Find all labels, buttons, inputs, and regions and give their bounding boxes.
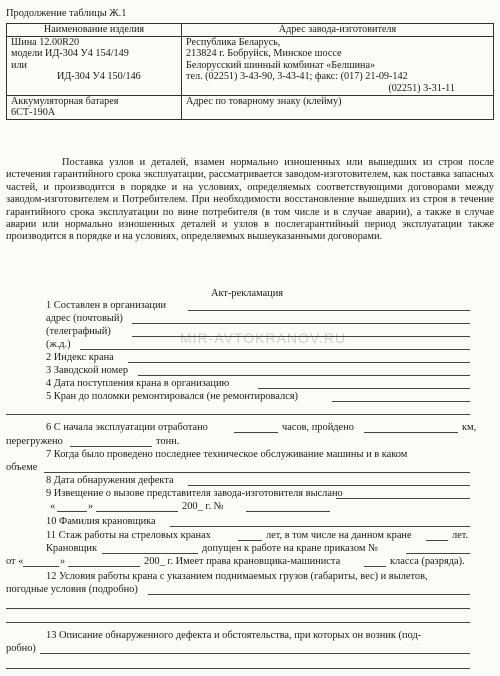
field-11-rights-label: 200_ г. Имеет права крановщика-машиниста — [144, 556, 341, 567]
field-5-line-2[interactable] — [6, 414, 470, 415]
address-line-2: 213824 г. Бобруйск, Минское шоссе — [186, 48, 342, 60]
field-1b-line[interactable] — [132, 336, 470, 337]
field-6-km-line[interactable] — [364, 432, 458, 433]
field-9-line[interactable] — [336, 498, 470, 499]
field-7-label: 7 Когда было проведено последнее техническое обслуживание машины и в каком — [46, 449, 408, 460]
watermark: MIR-AVTOKRANOV.RU — [180, 330, 347, 346]
field-11-years-line[interactable] — [238, 540, 262, 541]
field-11-date-open: от « — [6, 556, 24, 567]
field-9-number-line[interactable] — [246, 511, 330, 512]
tire-cell — [7, 36, 182, 95]
field-9-quote-open: « — [50, 501, 56, 512]
field-7-line[interactable] — [44, 472, 470, 473]
field-1-label: 1 Составлен в организации — [46, 300, 167, 311]
tire-line-3: или — [11, 59, 27, 71]
field-4-line[interactable] — [258, 388, 470, 389]
field-12-line-3[interactable] — [6, 622, 470, 623]
field-6-hours-line[interactable] — [234, 432, 278, 433]
paragraph-text: Поставка узлов и деталей, взамен нормально изношенных или вышедших из строя после истечения гарантийного срока эксплуатации, рассматривается заводом-изготовителем, как поставка запасных частей, и производится в порядке и на условиях, определяемых соответствующими договорами между заводом-изготовителем и Потребителем. При необходимости восстановление вышедших из строя в течение гарантийного срока эксплуатации по вине потребителя (в том числе и в случае аварии), а также в случае аварии или нормально изношенных деталей и узлов в послегарантийный период эксплуатации также производится в порядке и на условиях, определяемых вышеуказанными договорами. — [6, 157, 494, 243]
field-5-line[interactable] — [332, 401, 470, 402]
field-11-class-line[interactable] — [364, 566, 386, 567]
field-5-label: 5 Кран до поломки ремонтировался (не ремонтировался) — [46, 391, 298, 402]
field-9-month-line[interactable] — [96, 511, 178, 512]
field-8-line[interactable] — [188, 485, 470, 486]
field-1-line[interactable] — [188, 310, 470, 311]
battery-cell — [7, 95, 182, 119]
field-1a-line[interactable] — [132, 323, 470, 324]
field-13-line-1[interactable] — [40, 653, 470, 654]
field-6-cargo-label: перегружено — [6, 436, 63, 447]
tire-line-2: модели ИД-304 У4 154/149 — [11, 48, 129, 60]
address-line-4: тел. (02251) 3-43-90, 3-43-41; факс: (017) 21-09-142 — [186, 71, 408, 83]
field-6-hours-label: часов, пройдено — [282, 422, 354, 433]
field-1b-label: (телеграфный) — [46, 326, 111, 337]
battery-line-2: 6СТ-190А — [11, 107, 56, 119]
tire-line-1: Шина 12.00R20 — [11, 36, 80, 48]
manufacturer-table — [6, 23, 494, 120]
field-9-day-line[interactable] — [57, 511, 87, 512]
battery-address-cell — [182, 95, 494, 119]
field-6-km-label: км, — [462, 422, 477, 433]
field-3-line[interactable] — [138, 375, 470, 376]
field-11-date-close: » — [60, 556, 66, 567]
field-12-line-2[interactable] — [6, 608, 470, 609]
header-address: Адрес завода-изготовителя — [182, 24, 494, 37]
battery-address: Адрес по товарному знаку (клейму) — [186, 95, 342, 107]
field-8-label: 8 Дата обнаружения дефекта — [46, 475, 174, 486]
field-11-class-label: класса (разряда). — [390, 556, 465, 567]
field-1c-line[interactable] — [80, 349, 470, 350]
field-6-cargo-line[interactable] — [70, 446, 152, 447]
field-9-year-label: 200_ г. № — [182, 501, 224, 512]
tire-address-cell — [182, 36, 494, 95]
field-12-line-1[interactable] — [148, 594, 470, 595]
field-10-label: 10 Фамилия крановщика — [46, 516, 156, 527]
address-line-3: Белорусский шинный комбинат «Белшина» — [186, 59, 376, 71]
field-13-detail-label: робно) — [6, 643, 36, 654]
field-12-label: 12 Условия работы крана с указанием поднимаемых грузов (габариты, вес) и вылетов, — [46, 571, 428, 582]
field-4-label: 4 Дата поступления крана в организацию — [46, 378, 230, 389]
field-6-tons-label: тонн. — [156, 436, 180, 447]
field-2-label: 2 Индекс крана — [46, 352, 114, 363]
address-line-1: Республика Беларусь, — [186, 36, 281, 48]
field-11-order-line[interactable] — [406, 553, 470, 554]
field-7-volume-label: объеме — [6, 462, 38, 473]
field-13-line-2[interactable] — [6, 668, 470, 669]
field-12-weather-label: погодные условия (подробно) — [6, 584, 138, 595]
form-title: Акт-рекламация — [211, 288, 284, 299]
field-1c-label: (ж.д.) — [46, 339, 71, 350]
address-line-5: (02251) 3-31-11 — [388, 82, 455, 94]
battery-line-1: Аккумуляторная батарея — [11, 95, 119, 107]
warranty-paragraph — [6, 157, 494, 244]
field-11-day-line[interactable] — [23, 566, 59, 567]
field-11-crane-years-line[interactable] — [426, 540, 448, 541]
header-item: Наименование изделия — [7, 24, 182, 37]
field-11-label: 11 Стаж работы на стреловых кранах — [46, 530, 211, 541]
field-1a-label: адрес (почтовый) — [46, 313, 123, 324]
table-caption: Продолжение таблицы Ж.1 — [6, 8, 127, 19]
field-6-label: 6 С начала эксплуатации отработано — [46, 422, 208, 433]
field-11-order-label: допущен к работе на кране приказом № — [202, 543, 378, 554]
field-11-operator-line[interactable] — [102, 553, 198, 554]
field-10-line[interactable] — [170, 526, 470, 527]
field-11-operator-label: Крановщик — [46, 543, 98, 554]
field-9-label: 9 Извещение о вызове представителя завода-изготовителя выслано — [46, 488, 343, 499]
field-13-label: 13 Описание обнаруженного дефекта и обстоятельства, при которых он возник (под- — [46, 630, 422, 641]
field-11-years-label: лет, в том числе на данном кране — [266, 530, 412, 541]
field-3-label: 3 Заводской номер — [46, 365, 129, 376]
field-9-quote-close: » — [88, 501, 94, 512]
field-2-line[interactable] — [128, 362, 470, 363]
field-11-month-line[interactable] — [68, 566, 140, 567]
tire-line-4: ИД-304 У4 150/146 — [57, 71, 141, 83]
field-11-years-end: лет. — [452, 530, 469, 541]
